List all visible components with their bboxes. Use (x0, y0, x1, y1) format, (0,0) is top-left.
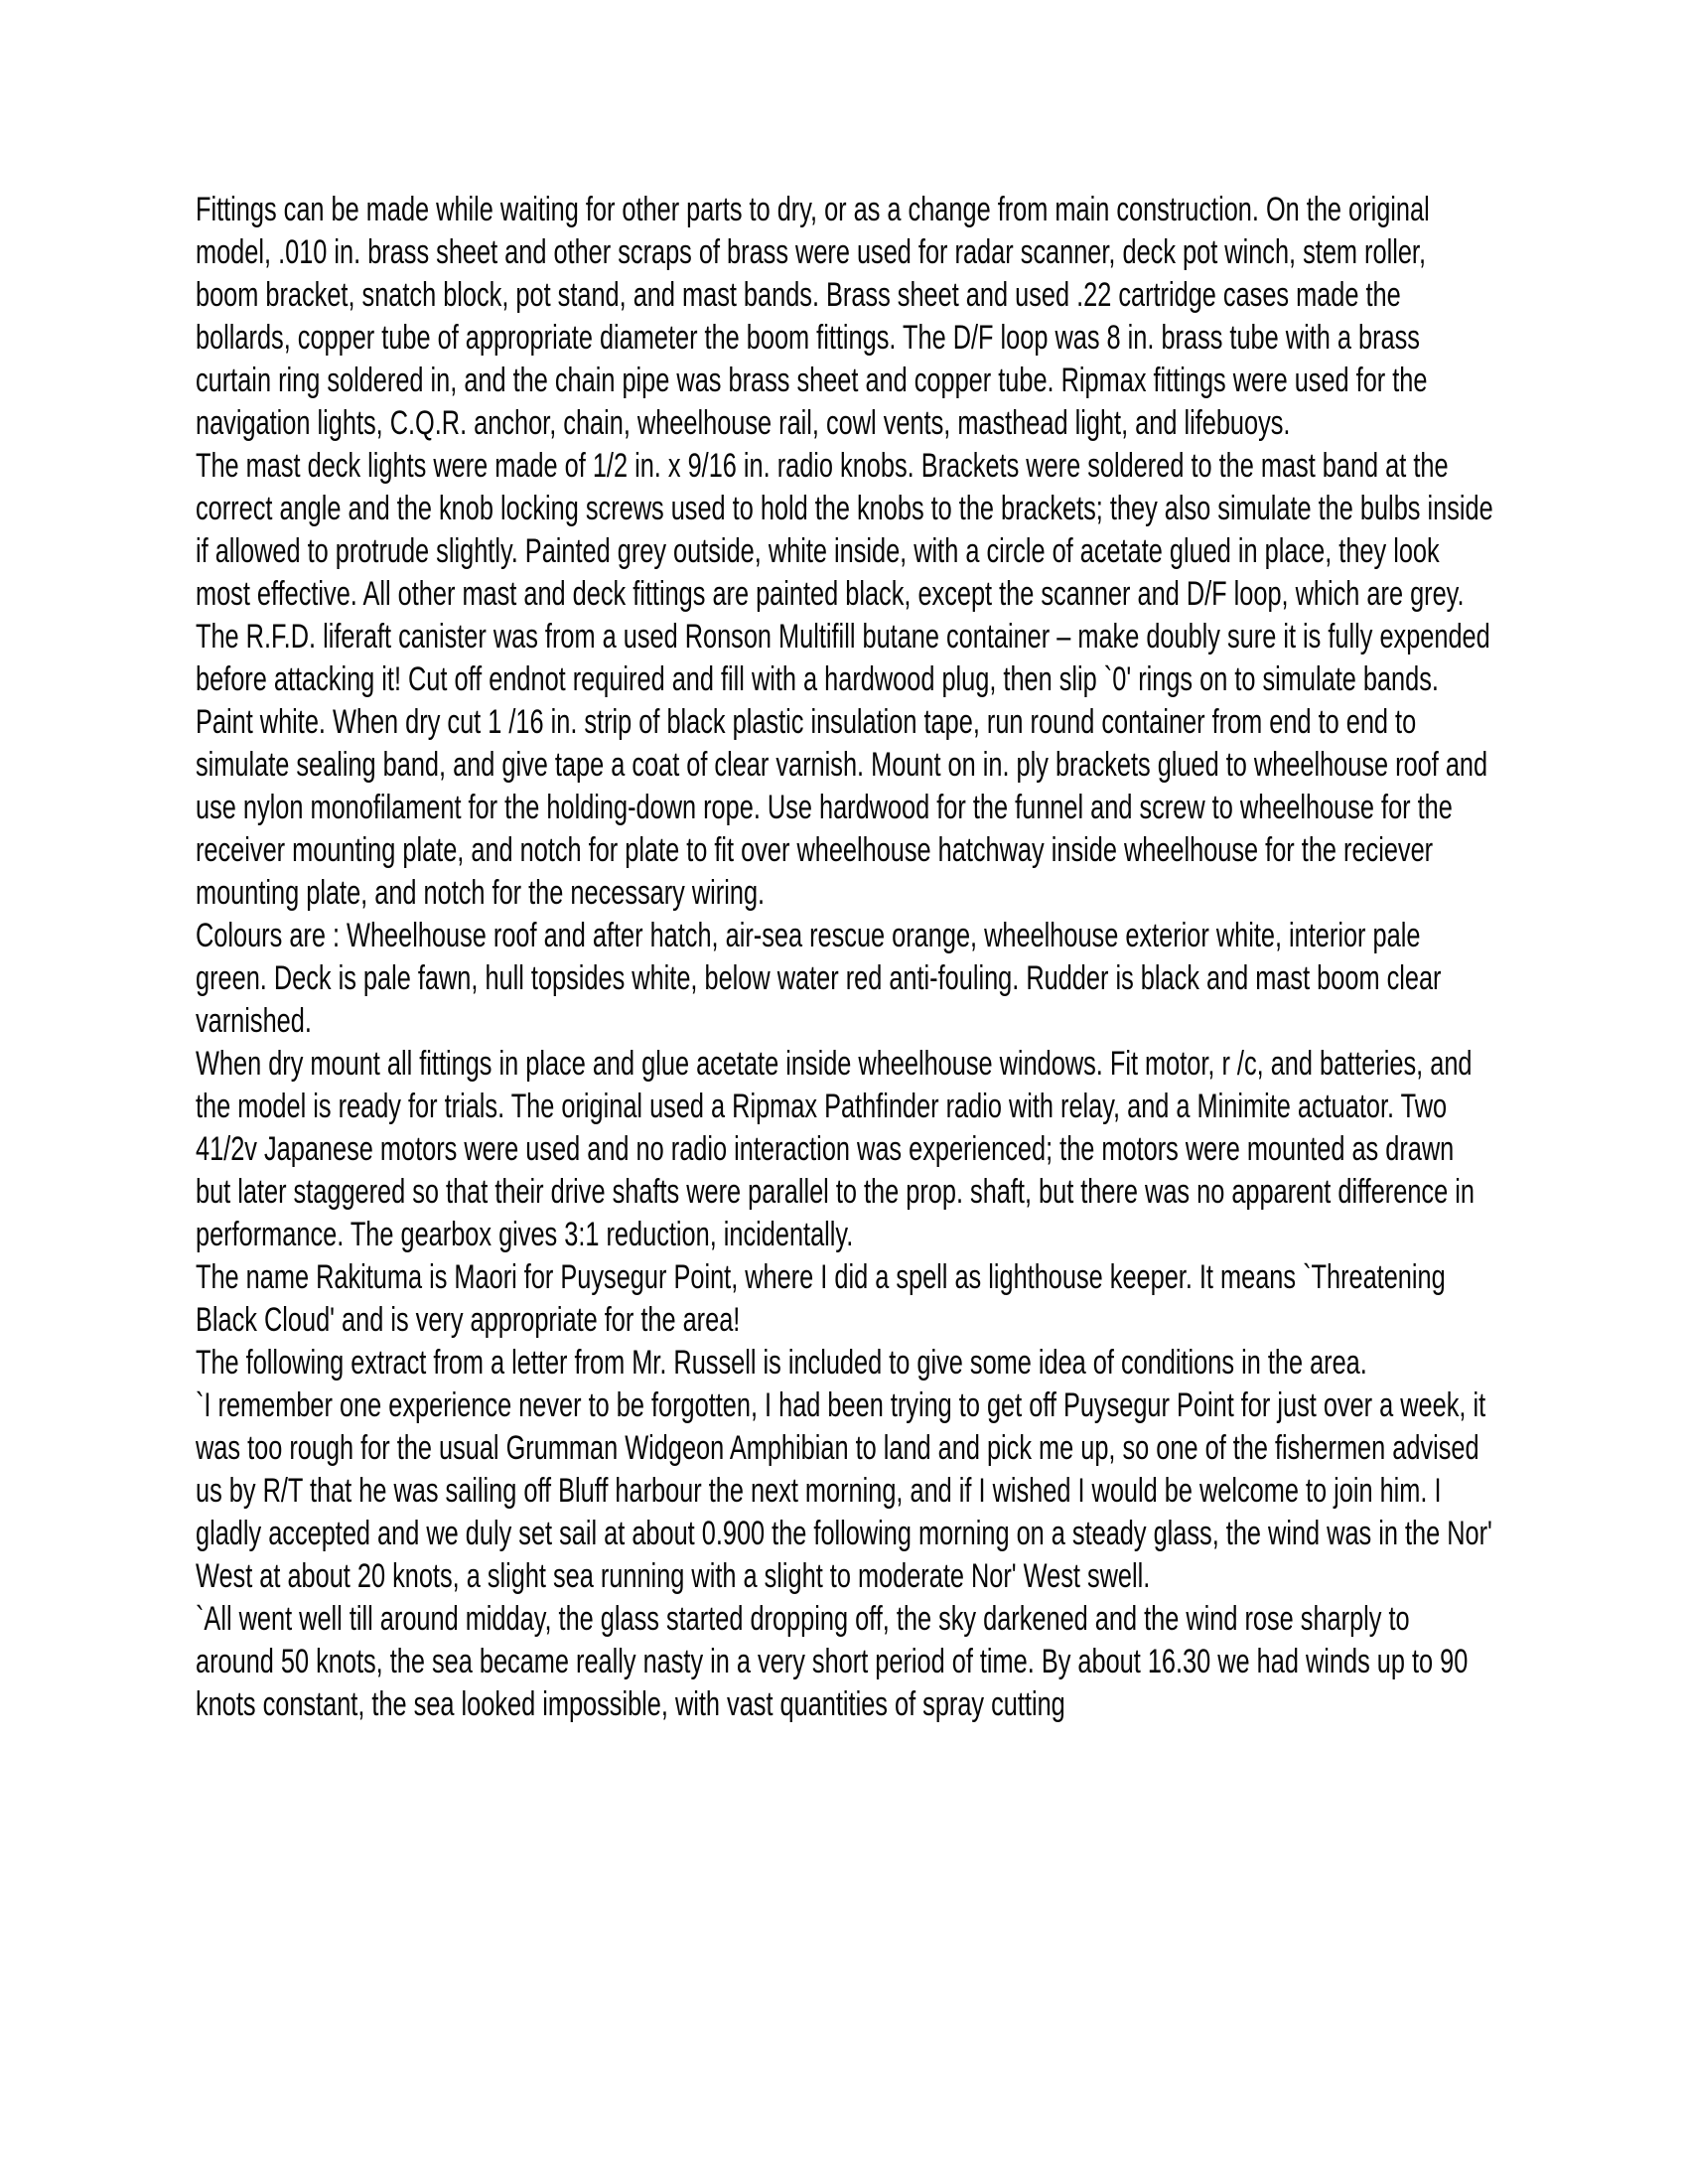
document-text-block (196, 189, 1493, 1726)
paragraph-fittings-mounting: When dry mount all fittings in place and glue acetate inside wheelhouse windows. Fit motor, r /c, and batteries, and the model is ready for trials. The original used a Ripmax Pathfinder radio with relay, and a Minimite actuator. Two 41/2v Japanese motors were used and no radio interaction was experienced; the motors were mounted as drawn but later staggered so that their drive shafts were parallel to the prop. shaft, but there was no apparent difference in performance. The gearbox gives 3:1 reduction, incidentally. (196, 1045, 1475, 1253)
paragraph-letter-storm: `All went well till around midday, the glass started dropping off, the sky darkened and the wind rose sharply to around 50 knots, the sea became really nasty in a very short period of time. By about 16.30 we had winds up to 90 knots constant, the sea looked impossible, with vast quantities of spray cutting (196, 1600, 1469, 1723)
paragraph-letter-intro: The following extract from a letter from Mr. Russell is included to give some idea of conditions in the area. (196, 1344, 1367, 1382)
paragraph-liferaft-canister: The R.F.D. liferaft canister was from a used Ronson Multifill butane container – make doubly sure it is fully expended before attacking it! Cut off endnot required and fill with a hardwood plug, then slip `0' rings on to simulate bands. Paint white. When dry cut 1 /16 in. strip of black plastic insulation tape, run round container from end to end to simulate sealing band, and give tape a coat of clear varnish. Mount on in. ply brackets glued to wheelhouse roof and use nylon monofilament for the holding-down rope. Use hardwood for the funnel and screw to wheelhouse for the receiver mounting plate, and notch for plate to fit over wheelhouse hatchway inside wheelhouse for the reciever mounting plate, and notch for the necessary wiring. (196, 618, 1490, 912)
paragraph-fittings: Fittings can be made while waiting for other parts to dry, or as a change from main construction. On the original model, .010 in. brass sheet and other scraps of brass were used for radar scanner, deck pot winch, stem roller, boom bracket, snatch block, pot stand, and mast bands. Brass sheet and used .22 cartridge cases made the bollards, copper tube of appropriate diameter the boom fittings. The D/F loop was 8 in. brass tube with a brass curtain ring soldered in, and the chain pipe was brass sheet and copper tube. Ripmax fittings were used for the navigation lights, C.Q.R. anchor, chain, wheelhouse rail, cowl vents, masthead light, and lifebuoys. (196, 191, 1430, 442)
paragraph-colours: Colours are : Wheelhouse roof and after hatch, air-sea rescue orange, wheelhouse exterior white, interior pale green. Deck is pale fawn, hull topsides white, below water red anti-fouling. Rudder is black and mast boom clear varnished. (196, 917, 1442, 1040)
paragraph-mast-deck-lights: The mast deck lights were made of 1/2 in. x 9/16 in. radio knobs. Brackets were soldered to the mast band at the correct angle and the knob locking screws used to hold the knobs to the brackets; they also simulate the bulbs inside if allowed to protrude slightly. Painted grey outside, white inside, with a circle of acetate glued in place, they look most effective. All other mast and deck fittings are painted black, except the scanner and D/F loop, which are grey. (196, 447, 1493, 613)
paragraph-letter-experience: `I remember one experience never to be forgotten, I had been trying to get off Puysegur Point for just over a week, it was too rough for the usual Grumman Widgeon Amphibian to land and pick me up, so one of the fishermen advised us by R/T that he was sailing off Bluff harbour the next morning, and if I wished I would be welcome to join him. I gladly accepted and we duly set sail at about 0.900 the following morning on a steady glass, the wind was in the Nor' West at about 20 knots, a slight sea running with a slight to moderate Nor' West swell. (196, 1386, 1492, 1595)
paragraph-rakituma-name: The name Rakituma is Maori for Puysegur Point, where I did a spell as lighthouse keeper. It means `Threatening Black Cloud' and is very appropriate for the area! (196, 1258, 1446, 1339)
